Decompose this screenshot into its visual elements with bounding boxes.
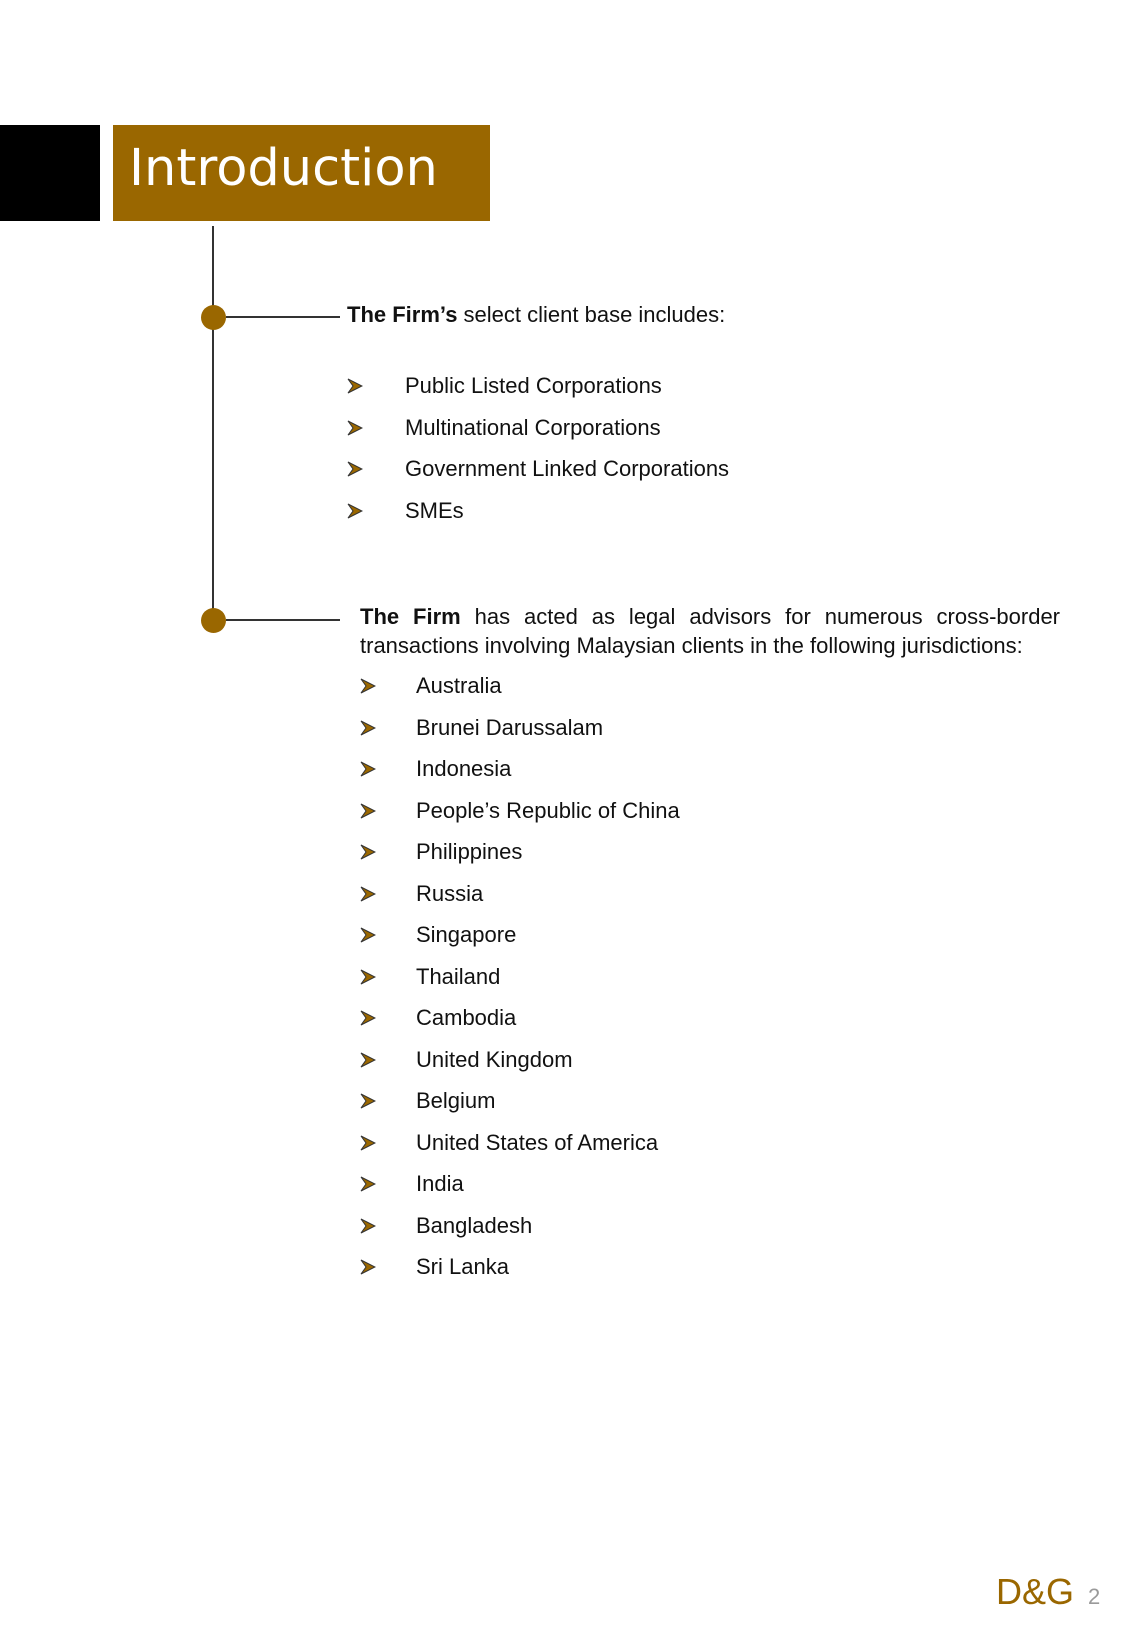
timeline-line bbox=[212, 226, 214, 620]
page-number: 2 bbox=[1088, 1584, 1101, 1609]
timeline-dot-icon bbox=[201, 305, 226, 330]
footer-brand: D&G bbox=[996, 1571, 1075, 1612]
list-item-text: United Kingdom bbox=[416, 1046, 573, 1072]
list-item-text: Sri Lanka bbox=[416, 1254, 509, 1279]
arrowhead-bullet-icon bbox=[360, 1052, 376, 1068]
list-item-text: Australia bbox=[416, 673, 502, 698]
arrowhead-bullet-icon bbox=[360, 1218, 376, 1234]
cross-border-intro-rest: has acted as legal advisors for numerous cross-border transactions involving Malaysian clients in the following jurisdictions: bbox=[360, 604, 1060, 658]
arrowhead-bullet-icon bbox=[360, 1259, 376, 1275]
title-banner bbox=[113, 125, 490, 221]
black-accent-block bbox=[0, 125, 100, 221]
arrowhead-bullet-icon bbox=[360, 678, 376, 694]
timeline-connector-2 bbox=[226, 619, 340, 621]
arrowhead-bullet-icon bbox=[360, 1093, 376, 1109]
client-base-heading-bold: The Firm’s bbox=[347, 302, 458, 327]
timeline-dot-icon bbox=[201, 608, 226, 633]
cross-border-intro bbox=[360, 602, 1060, 660]
arrowhead-bullet-icon bbox=[347, 378, 363, 394]
list-item-text: Multinational Corporations bbox=[405, 414, 661, 440]
arrowhead-bullet-icon bbox=[347, 420, 363, 436]
arrowhead-bullet-icon bbox=[360, 969, 376, 985]
list-item-text: Public Listed Corporations bbox=[405, 373, 662, 398]
list-item-text: SMEs bbox=[405, 497, 464, 523]
arrowhead-bullet-icon bbox=[360, 1135, 376, 1151]
list-item-text: Bangladesh bbox=[416, 1212, 533, 1238]
arrowhead-bullet-icon bbox=[360, 803, 376, 819]
list-item-text: Government Linked Corporations bbox=[405, 456, 730, 481]
list-item-text: United States of America bbox=[416, 1129, 659, 1155]
list-item-text: Cambodia bbox=[416, 1005, 517, 1030]
client-base-heading bbox=[347, 300, 725, 330]
arrowhead-bullet-icon bbox=[360, 886, 376, 902]
arrowhead-bullet-icon bbox=[347, 461, 363, 477]
arrowhead-bullet-icon bbox=[347, 503, 363, 519]
list-item-text: Russia bbox=[416, 880, 484, 906]
list-item-text: People’s Republic of China bbox=[416, 797, 680, 823]
list-item-text: Thailand bbox=[416, 963, 501, 989]
arrowhead-bullet-icon bbox=[360, 720, 376, 736]
list-item-text: Indonesia bbox=[416, 756, 512, 781]
timeline-connector-1 bbox=[226, 316, 340, 318]
arrowhead-bullet-icon bbox=[360, 844, 376, 860]
list-item-text: Singapore bbox=[416, 922, 517, 947]
page-title: Introduction bbox=[129, 139, 438, 198]
list-item-text: Philippines bbox=[416, 839, 523, 864]
list-item-text: Belgium bbox=[416, 1088, 496, 1113]
client-base-heading-rest: select client base includes: bbox=[457, 302, 726, 327]
list-item-text: Brunei Darussalam bbox=[416, 714, 604, 740]
arrowhead-bullet-icon bbox=[360, 761, 376, 777]
arrowhead-bullet-icon bbox=[360, 927, 376, 943]
arrowhead-bullet-icon bbox=[360, 1176, 376, 1192]
list-item-text: India bbox=[416, 1171, 464, 1196]
arrowhead-bullet-icon bbox=[360, 1010, 376, 1026]
cross-border-intro-bold: The Firm bbox=[360, 604, 461, 629]
